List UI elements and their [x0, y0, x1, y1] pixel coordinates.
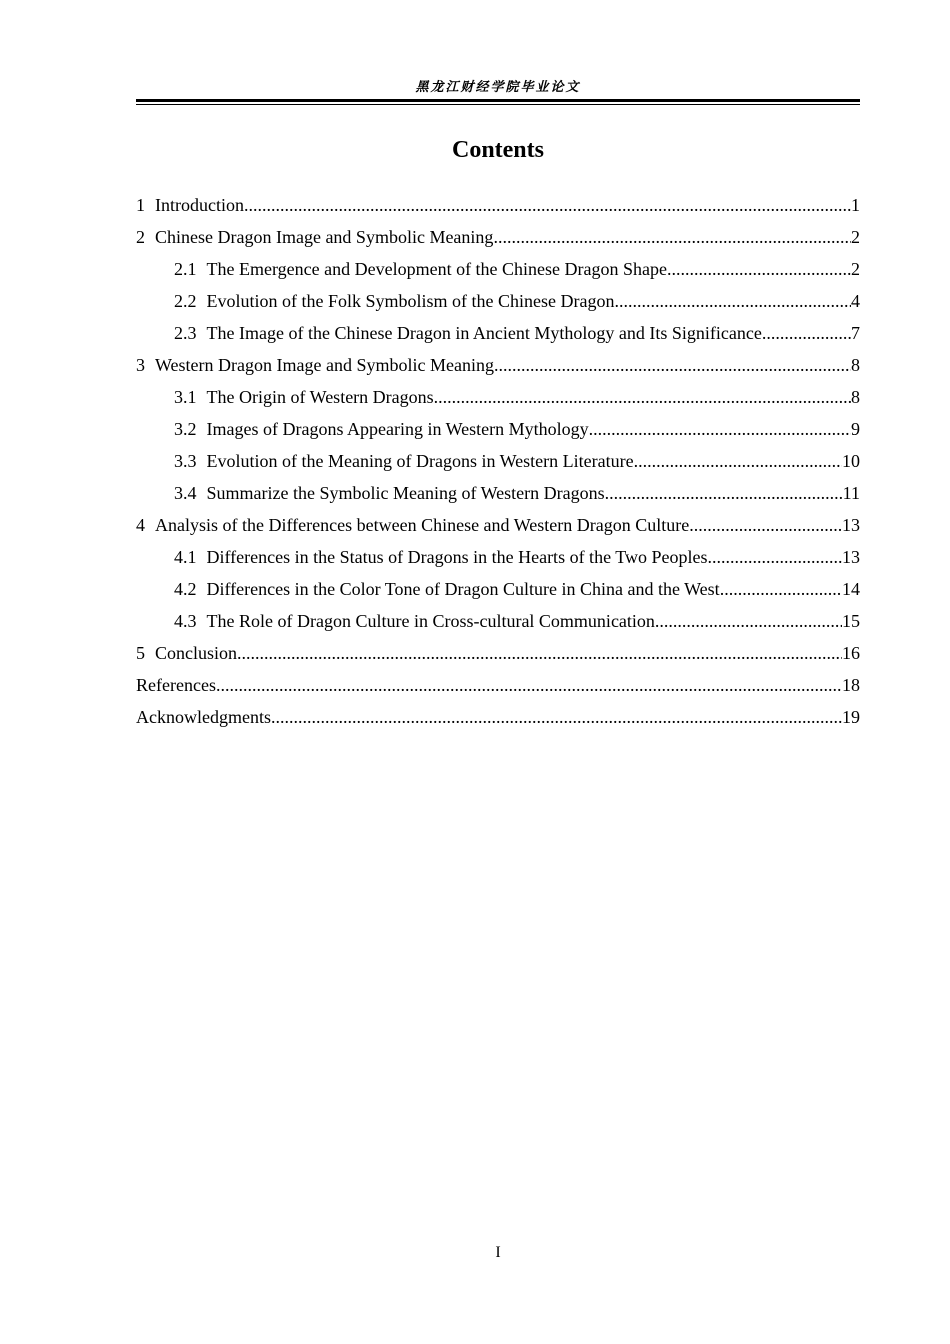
page-title: Contents: [451, 137, 544, 163]
table-of-contents: [136, 189, 860, 733]
toc-entry[interactable]: [136, 669, 860, 701]
toc-entry[interactable]: [136, 413, 860, 445]
toc-entry[interactable]: [136, 605, 860, 637]
toc-dot-leader: [493, 221, 851, 253]
toc-entry-number: 4.1: [174, 547, 197, 567]
toc-entry-label: Summarize the Symbolic Meaning of Western Dragons: [206, 483, 605, 503]
toc-entry-page: 15: [842, 611, 860, 631]
toc-entry[interactable]: [136, 477, 860, 509]
toc-entry-page: 11: [842, 483, 860, 503]
toc-entry-page: 8: [851, 355, 860, 375]
toc-entry-label: Western Dragon Image and Symbolic Meaning: [155, 355, 494, 375]
toc-entry-page: 7: [851, 323, 860, 343]
toc-entry[interactable]: [136, 637, 860, 669]
toc-entry-page: 16: [842, 643, 860, 663]
toc-entry-number: 4: [136, 515, 145, 535]
toc-dot-leader: [762, 317, 851, 349]
toc-dot-leader: [614, 285, 851, 317]
toc-entry-page: 14: [842, 579, 860, 599]
toc-dot-leader: [707, 541, 842, 573]
toc-entry[interactable]: [136, 701, 860, 733]
toc-entry-number: 2.3: [174, 323, 197, 343]
toc-entry-number: 3.2: [174, 419, 197, 439]
toc-entry-label: Chinese Dragon Image and Symbolic Meaning: [155, 227, 494, 247]
toc-dot-leader: [655, 605, 842, 637]
toc-entry-number: 2.2: [174, 291, 197, 311]
toc-entry-label: Evolution of the Meaning of Dragons in Western Literature: [206, 451, 634, 471]
toc-entry[interactable]: [136, 573, 860, 605]
toc-entry-number: 3.4: [174, 483, 197, 503]
toc-entry-number: 4.2: [174, 579, 197, 599]
toc-dot-leader: [434, 381, 851, 413]
toc-entry[interactable]: [136, 317, 860, 349]
toc-entry-page: 2: [851, 259, 860, 279]
toc-entry-page: 1: [851, 195, 860, 215]
toc-dot-leader: [271, 701, 842, 733]
toc-dot-leader: [589, 413, 851, 445]
toc-dot-leader: [605, 477, 843, 509]
toc-entry[interactable]: [136, 285, 860, 317]
toc-entry-label: Differences in the Status of Dragons in the Hearts of the Two Peoples: [206, 547, 708, 567]
toc-entry[interactable]: [136, 381, 860, 413]
toc-entry-number: 2: [136, 227, 145, 247]
toc-entry-label: The Origin of Western Dragons: [206, 387, 434, 407]
running-header: 黑龙江财经学院毕业论文: [415, 80, 581, 95]
toc-entry-page: 18: [842, 675, 860, 695]
toc-entry-number: 3.3: [174, 451, 197, 471]
toc-entry-page: 9: [851, 419, 860, 439]
toc-entry-number: 1: [136, 195, 145, 215]
toc-entry-page: 13: [842, 515, 860, 535]
toc-entry-number: 5: [136, 643, 145, 663]
toc-entry-label: Images of Dragons Appearing in Western Mythology: [206, 419, 589, 439]
toc-dot-leader: [237, 637, 842, 669]
toc-entry[interactable]: [136, 509, 860, 541]
toc-entry-page: 2: [851, 227, 860, 247]
toc-entry[interactable]: [136, 349, 860, 381]
toc-dot-leader: [216, 669, 842, 701]
toc-entry-page: 8: [851, 387, 860, 407]
toc-entry-number: 2.1: [174, 259, 197, 279]
header-rule-thick: [136, 99, 860, 102]
toc-entry[interactable]: [136, 189, 860, 221]
toc-entry[interactable]: [136, 541, 860, 573]
toc-entry-label: Evolution of the Folk Symbolism of the Chinese Dragon: [206, 291, 615, 311]
toc-entry-label: The Emergence and Development of the Chinese Dragon Shape: [206, 259, 668, 279]
toc-dot-leader: [720, 573, 842, 605]
toc-entry[interactable]: [136, 445, 860, 477]
toc-entry-label: The Role of Dragon Culture in Cross-cultural Communication: [206, 611, 655, 631]
toc-entry[interactable]: [136, 221, 860, 253]
toc-entry-number: 3: [136, 355, 145, 375]
toc-entry-page: 10: [842, 451, 860, 471]
toc-entry-label: Analysis of the Differences between Chinese and Western Dragon Culture: [155, 515, 690, 535]
toc-entry-page: 13: [842, 547, 860, 567]
toc-entry-number: 4.3: [174, 611, 197, 631]
toc-entry-label: Introduction: [155, 195, 244, 215]
page-number: I: [495, 1244, 501, 1261]
toc-entry-page: 4: [851, 291, 860, 311]
toc-dot-leader: [667, 253, 851, 285]
toc-entry[interactable]: [136, 253, 860, 285]
toc-entry-label: The Image of the Chinese Dragon in Ancient Mythology and Its Significance: [206, 323, 762, 343]
toc-entry-label: Acknowledgments: [136, 707, 271, 727]
header-rule-thin: [136, 104, 860, 105]
toc-entry-number: 3.1: [174, 387, 197, 407]
toc-dot-leader: [689, 509, 842, 541]
toc-entry-label: Conclusion: [155, 643, 238, 663]
toc-entry-label: Differences in the Color Tone of Dragon Culture in China and the West: [206, 579, 720, 599]
toc-entry-label: References: [136, 675, 216, 695]
toc-dot-leader: [244, 189, 851, 221]
toc-dot-leader: [634, 445, 842, 477]
toc-entry-page: 19: [842, 707, 860, 727]
toc-dot-leader: [494, 349, 851, 381]
